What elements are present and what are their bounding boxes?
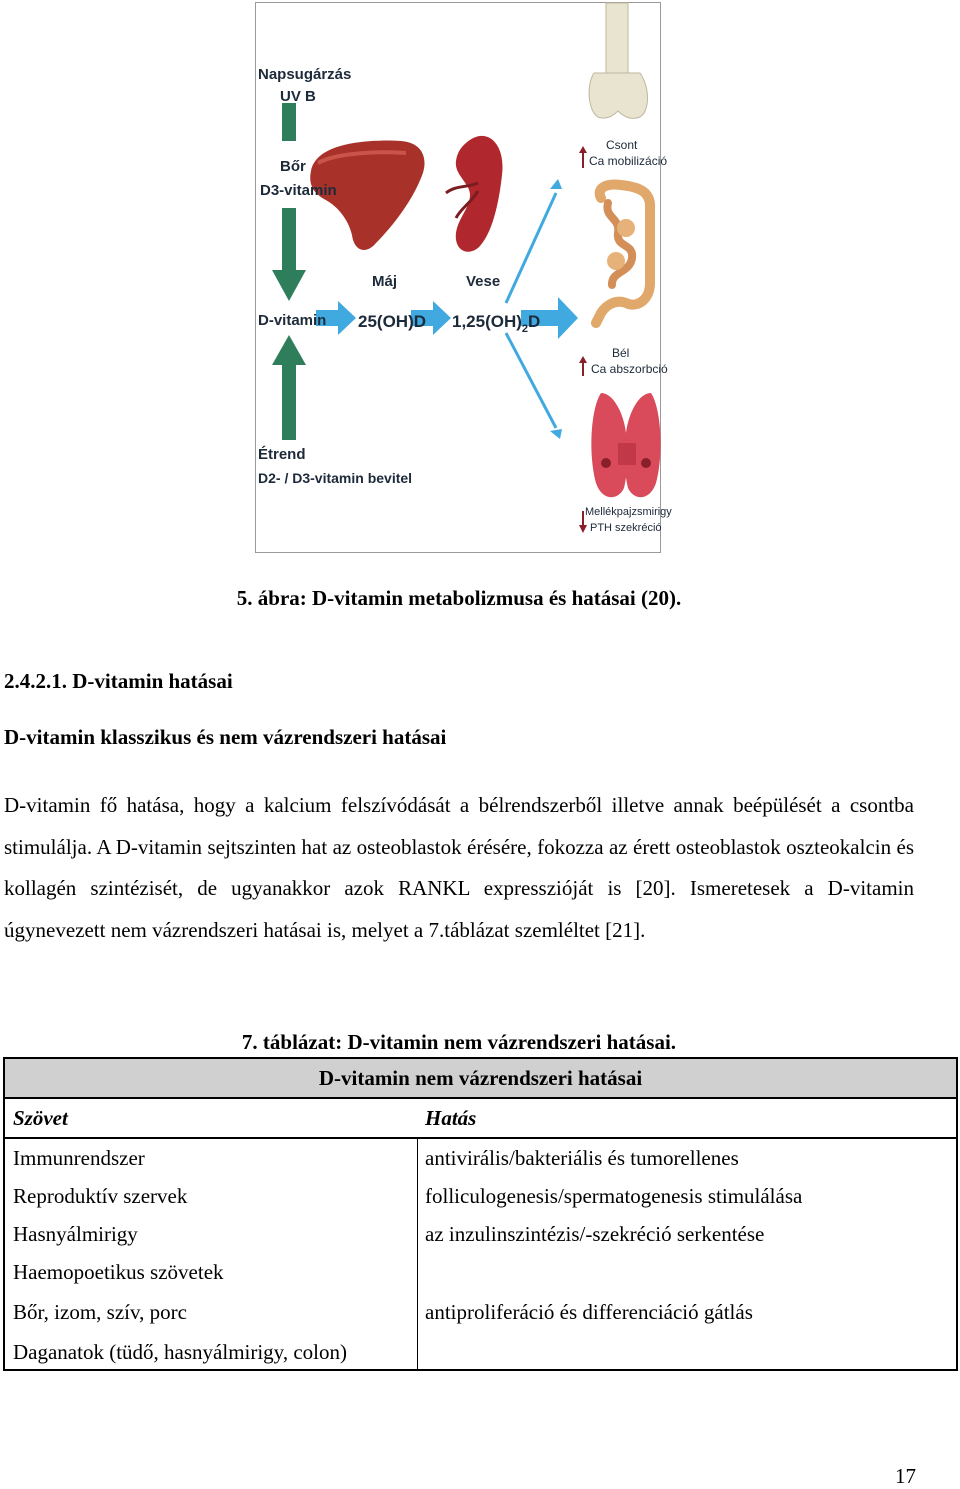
bone-effect-up-arrow	[579, 146, 587, 168]
uvb-down-arrow	[272, 103, 306, 301]
gut-effect-up-arrow	[579, 356, 587, 376]
gut-effect-label: Ca abszorbció	[591, 362, 668, 376]
kidney-label: Vese	[466, 273, 501, 290]
bone-illustration	[589, 3, 647, 118]
skin-label: Bőr	[280, 158, 306, 175]
intake-label: D2- / D3-vitamin bevitel	[258, 470, 413, 486]
section-heading: 2.4.2.1. D-vitamin hatásai	[4, 669, 233, 693]
parathyroid-label: Mellékpajzsmirigy	[585, 506, 672, 518]
table-row-tissue: Hasnyálmirigy	[13, 1222, 138, 1246]
column-header-effect: Hatás	[425, 1106, 477, 1130]
125oh-subscript: 2	[521, 323, 529, 335]
page-number: 17	[895, 1464, 916, 1488]
table-row-tissue: Haemopoetikus szövetek	[13, 1260, 224, 1284]
header-divider	[5, 1137, 956, 1139]
vitamin-d-label: D-vitamin	[258, 312, 327, 329]
to-bone-diagonal-arrow	[506, 179, 562, 303]
125oh-suffix: D	[528, 312, 541, 331]
kidney-illustration	[446, 136, 503, 252]
uvb-label: UV B	[280, 88, 316, 105]
table-row-tissue: Reproduktív szervek	[13, 1184, 188, 1208]
figure-diagram	[256, 3, 672, 552]
body-paragraph: D-vitamin fő hatása, hogy a kalcium felszívódását a bélrendszerből illetve annak beépülését a csontba stimulálja. A D-vitamin sejtszinten hat az osteoblastok érésére, fokozza az érett osteoblastok oszteokalcin és kollagén szintézisét, de ugyanakkor azok RANKL expresszióját is [20]. Ismeretesek a D-vitamin úgynevezett nem vázrendszeri hatásai is, melyet a 7.táblázat szemléltet [21].	[4, 793, 914, 942]
liver-label: Máj	[372, 273, 398, 290]
effects-table	[3, 1057, 958, 1371]
25oh-d-label: 25(OH)D	[358, 312, 427, 331]
subsection-heading: D-vitamin klasszikus és nem vázrendszeri hatásai	[4, 725, 447, 749]
intestine-illustration	[596, 185, 650, 323]
table-title: D-vitamin nem vázrendszeri hatásai	[5, 1059, 956, 1099]
bone-label: Csont	[606, 138, 638, 152]
parathyroid-illustration	[591, 393, 660, 497]
pth-label: PTH szekréció	[590, 522, 662, 534]
d3-label: D3-vitamin	[260, 182, 337, 199]
125oh-main: 1,25(OH)	[452, 312, 522, 331]
table-row-effect: az inzulinszintézis/-szekréció serkentése	[425, 1222, 765, 1246]
to-parathyroid-diagonal-arrow	[506, 333, 562, 439]
vitamin-d-metabolism-figure	[255, 2, 672, 553]
125oh-d-label	[452, 312, 540, 335]
table-row-effect: antivirális/bakteriális és tumorellenes	[425, 1146, 739, 1170]
column-divider	[417, 1137, 418, 1371]
column-header-tissue: Szövet	[13, 1106, 68, 1130]
table-row-tissue: Bőr, izom, szív, porc	[13, 1300, 187, 1324]
table-row-effect: folliculogenesis/spermatogenesis stimulálása	[425, 1184, 803, 1208]
table-row-tissue: Immunrendszer	[13, 1146, 145, 1170]
diet-up-arrow	[272, 335, 306, 440]
figure-caption: 5. ábra: D-vitamin metabolizmusa és hatásai (20).	[236, 586, 682, 610]
table-row-effect: antiproliferáció és differenciáció gátlás	[425, 1300, 753, 1324]
sunlight-label: Napsugárzás	[258, 66, 352, 83]
diet-label: Étrend	[258, 446, 306, 463]
bone-effect-label: Ca mobilizáció	[589, 154, 668, 168]
table-row-tissue: Daganatok (tüdő, hasnyálmirigy, colon)	[13, 1340, 347, 1364]
gut-label: Bél	[612, 346, 630, 360]
table-caption: 7. táblázat: D-vitamin nem vázrendszeri hatásai.	[241, 1030, 677, 1054]
